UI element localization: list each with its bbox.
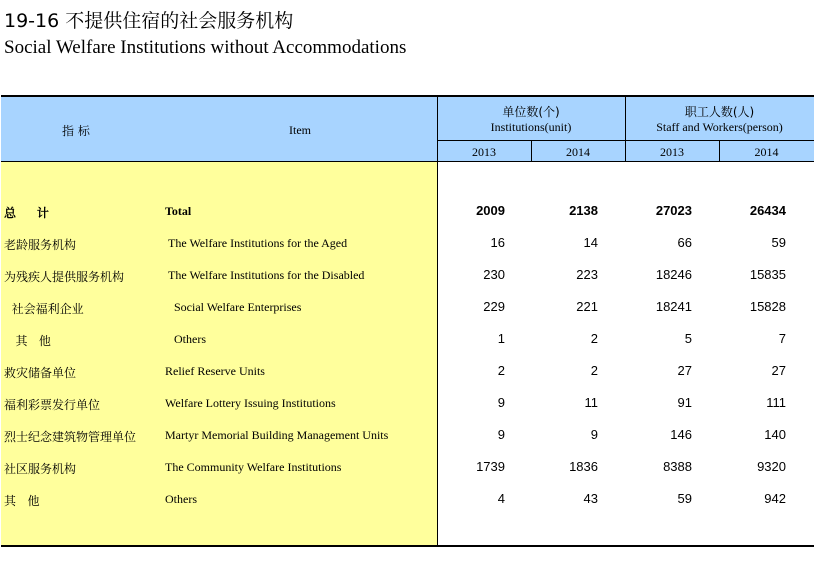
cell-institutions-2013: 9 — [497, 427, 505, 442]
row-label-chinese: 福利彩票发行单位 — [4, 398, 101, 412]
row-label-english: The Welfare Institutions for the Aged — [168, 236, 348, 250]
cell-institutions-2014: 9 — [590, 427, 598, 442]
table-bottom-rule — [1, 545, 814, 547]
header-year-institutions-2014: 2014 — [566, 145, 590, 159]
cell-institutions-2013: 230 — [483, 267, 505, 282]
cell-institutions-2013: 1739 — [476, 459, 505, 474]
cell-staff-2014: 59 — [771, 235, 786, 250]
header-item-chinese: 指 标 — [62, 124, 90, 138]
cell-staff-2014: 7 — [778, 331, 786, 346]
cell-institutions-2013: 16 — [490, 235, 505, 250]
header-staff-english: Staff and Workers(person) — [656, 120, 783, 134]
row-label-chinese: 烈士纪念建筑物管理单位 — [4, 430, 137, 444]
header-institutions-chinese: 单位数(个) — [502, 105, 560, 119]
cell-staff-2014: 15835 — [749, 267, 786, 282]
item-column-background — [1, 162, 437, 545]
cell-staff-2013: 66 — [677, 235, 692, 250]
column-divider-item — [437, 96, 438, 546]
row-label-english: The Welfare Institutions for the Disabled — [168, 268, 365, 282]
cell-institutions-2014: 2138 — [569, 203, 598, 218]
cell-institutions-2013: 4 — [497, 491, 505, 506]
row-label-english: Others — [174, 332, 206, 346]
row-label-chinese: 其 他 — [4, 494, 40, 508]
cell-institutions-2013: 2 — [497, 363, 505, 378]
cell-staff-2013: 91 — [677, 395, 692, 410]
table-header-rule — [1, 161, 814, 162]
cell-staff-2013: 27 — [677, 363, 692, 378]
cell-staff-2013: 8388 — [663, 459, 692, 474]
cell-institutions-2013: 229 — [483, 299, 505, 314]
cell-staff-2014: 111 — [766, 395, 786, 410]
cell-institutions-2014: 2 — [590, 363, 598, 378]
header-item-english: Item — [289, 123, 311, 137]
cell-institutions-2014: 43 — [583, 491, 598, 506]
cell-institutions-2014: 2 — [590, 331, 598, 346]
cell-staff-2013: 27023 — [655, 203, 692, 218]
table-title-english: Social Welfare Institutions without Accommodations — [4, 37, 407, 58]
cell-institutions-2014: 223 — [576, 267, 598, 282]
table-title-chinese: 19-16 不提供住宿的社会服务机构 — [4, 10, 294, 32]
cell-institutions-2014: 221 — [576, 299, 598, 314]
cell-institutions-2013: 1 — [497, 331, 505, 346]
cell-institutions-2014: 11 — [584, 395, 598, 410]
row-label-english: The Community Welfare Institutions — [165, 460, 342, 474]
row-label-english: Martyr Memorial Building Management Units — [165, 428, 389, 442]
cell-staff-2013: 59 — [677, 491, 692, 506]
cell-staff-2013: 18241 — [655, 299, 692, 314]
header-institutions-english: Institutions(unit) — [490, 120, 572, 134]
cell-institutions-2014: 1836 — [569, 459, 598, 474]
cell-staff-2014: 26434 — [749, 203, 786, 218]
row-label-english: Social Welfare Enterprises — [174, 300, 302, 314]
row-label-chinese: 救灾储备单位 — [4, 366, 77, 380]
row-label-english: Total — [165, 204, 192, 218]
cell-staff-2014: 140 — [764, 427, 786, 442]
row-label-english: Welfare Lottery Issuing Institutions — [165, 396, 336, 410]
header-staff-chinese: 职工人数(人) — [684, 105, 755, 119]
cell-institutions-2014: 14 — [583, 235, 598, 250]
row-label-english: Relief Reserve Units — [165, 364, 265, 378]
cell-staff-2014: 15828 — [749, 299, 786, 314]
header-year-institutions-2013: 2013 — [472, 145, 496, 159]
cell-staff-2014: 9320 — [757, 459, 786, 474]
row-label-chinese: 总 计 — [4, 206, 49, 220]
row-label-chinese: 社会福利企业 — [4, 302, 84, 316]
cell-staff-2013: 18246 — [655, 267, 692, 282]
row-label-chinese: 为残疾人提供服务机构 — [4, 270, 125, 284]
row-label-chinese: 老龄服务机构 — [4, 238, 77, 252]
header-year-staff-2013: 2013 — [660, 145, 684, 159]
row-label-chinese: 社区服务机构 — [4, 462, 77, 476]
row-label-english: Others — [165, 492, 197, 506]
row-label-chinese: 其 他 — [4, 334, 51, 348]
cell-staff-2013: 146 — [670, 427, 692, 442]
cell-institutions-2013: 9 — [497, 395, 505, 410]
cell-staff-2014: 27 — [771, 363, 786, 378]
table-top-rule — [1, 95, 814, 97]
cell-staff-2013: 5 — [684, 331, 692, 346]
cell-staff-2014: 942 — [764, 491, 786, 506]
header-year-staff-2014: 2014 — [754, 145, 779, 159]
cell-institutions-2013: 2009 — [476, 203, 505, 218]
